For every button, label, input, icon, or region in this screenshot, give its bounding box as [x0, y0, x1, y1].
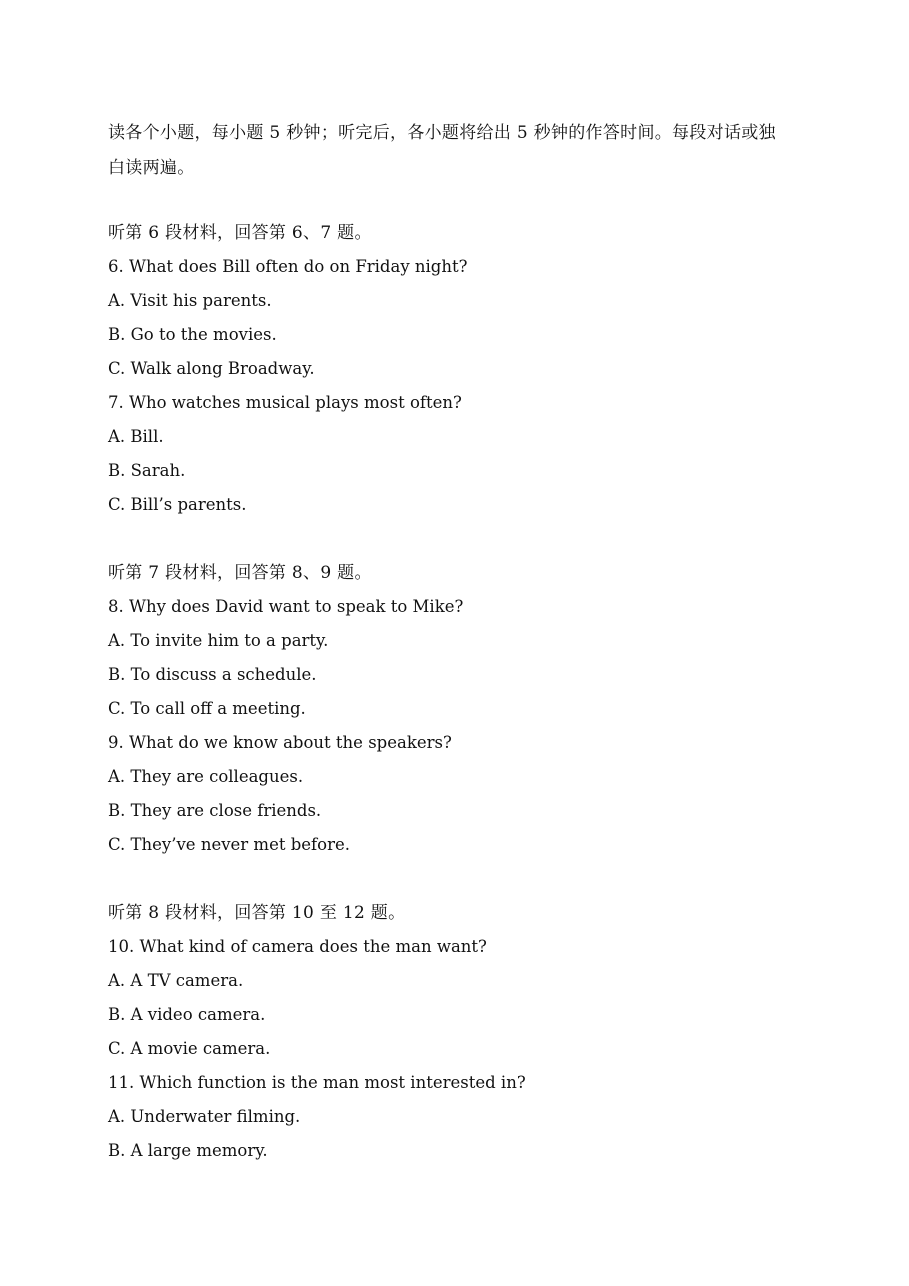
question-text: 7. Who watches musical plays most often? — [108, 393, 462, 412]
answer-option: C. A movie camera. — [108, 1039, 271, 1058]
answer-option: C. They’ve never met before. — [108, 835, 350, 854]
section-heading: 听第 8 段材料，回答第 10 至 12 题。 — [108, 903, 406, 923]
answer-option: B. Sarah. — [108, 461, 186, 480]
answer-option: A. Visit his parents. — [108, 291, 272, 310]
listening-section-6 — [108, 216, 808, 522]
answer-option: A. They are colleagues. — [108, 767, 304, 786]
section-heading: 听第 6 段材料，回答第 6、7 题。 — [108, 223, 372, 243]
answer-option: A. To invite him to a party. — [108, 631, 329, 650]
answer-option: C. To call off a meeting. — [108, 699, 306, 718]
answer-option: C. Walk along Broadway. — [108, 359, 315, 378]
question-text: 11. Which function is the man most interested in? — [108, 1073, 526, 1092]
question-text: 10. What kind of camera does the man want? — [108, 937, 487, 956]
intro-paragraph — [108, 116, 808, 186]
answer-option: B. Go to the movies. — [108, 325, 277, 344]
answer-option: A. Bill. — [108, 427, 164, 446]
answer-option: B. A large memory. — [108, 1141, 268, 1160]
listening-section-8 — [108, 896, 808, 1168]
intro-line: 白读两遍。 — [108, 158, 195, 178]
answer-option: A. Underwater filming. — [108, 1107, 301, 1126]
answer-option: C. Bill’s parents. — [108, 495, 247, 514]
question-text: 9. What do we know about the speakers? — [108, 733, 452, 752]
listening-section-7 — [108, 556, 808, 862]
answer-option: A. A TV camera. — [108, 971, 244, 990]
question-text: 8. Why does David want to speak to Mike? — [108, 597, 464, 616]
intro-line: 读各个小题，每小题 5 秒钟；听完后，各小题将给出 5 秒钟的作答时间。每段对话或独 — [108, 123, 776, 143]
question-text: 6. What does Bill often do on Friday night? — [108, 257, 468, 276]
section-heading: 听第 7 段材料，回答第 8、9 题。 — [108, 563, 372, 583]
answer-option: B. They are close friends. — [108, 801, 322, 820]
answer-option: B. To discuss a schedule. — [108, 665, 317, 684]
answer-option: B. A video camera. — [108, 1005, 266, 1024]
